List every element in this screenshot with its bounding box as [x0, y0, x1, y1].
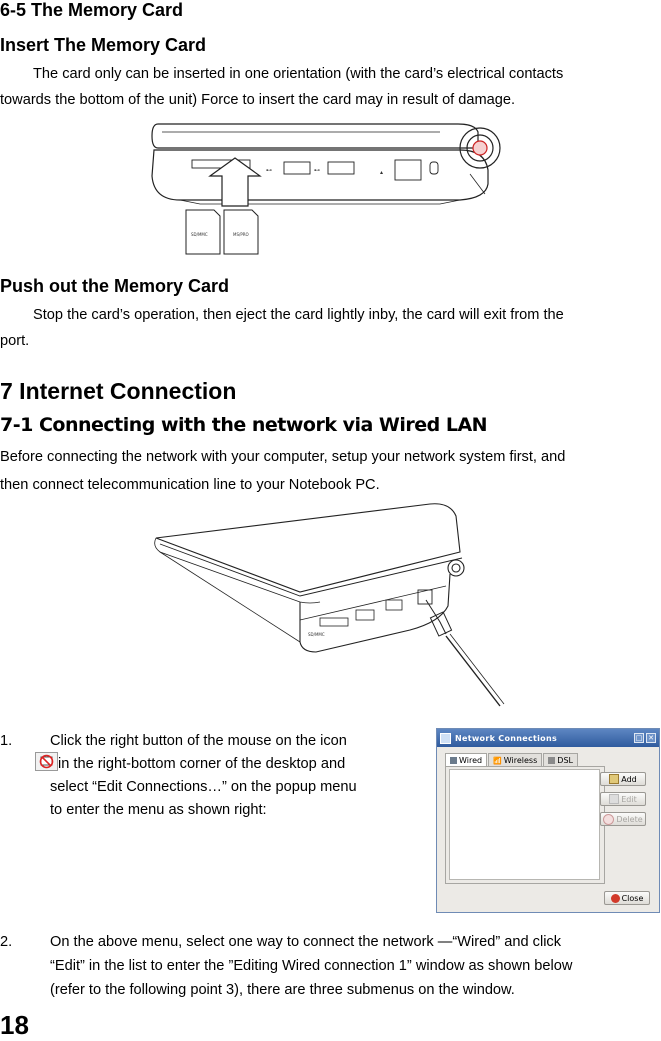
chapter-title: 7 Internet Connection [0, 378, 237, 404]
delete-icon [603, 814, 614, 825]
intro-text-line1: Before connecting the network with your computer, setup your network system first, and [0, 449, 566, 465]
tab-dsl-label: DSL [557, 756, 573, 765]
delete-button-label: Delete [616, 814, 643, 824]
insert-card-text-line2: towards the bottom of the unit) Force to insert the card may in result of damage. [0, 92, 516, 108]
dialog-title: Network Connections [455, 733, 558, 743]
add-icon [609, 774, 619, 784]
edit-button[interactable] [600, 792, 646, 806]
add-button[interactable] [600, 772, 646, 786]
laptop-lan-illustration [150, 502, 520, 712]
wireless-icon: 📶 [493, 756, 502, 765]
section-title: 6-5 The Memory Card [0, 0, 184, 20]
push-out-text-line2: port. [0, 333, 30, 349]
laptop-side-card-illustration [140, 118, 520, 258]
insert-card-heading: Insert The Memory Card [0, 35, 207, 55]
edit-button-label: Edit [621, 794, 637, 804]
svg-text:⊷: ⊷ [314, 167, 320, 174]
network-tray-icon[interactable] [35, 752, 58, 771]
delete-button[interactable] [600, 812, 646, 826]
tab-wired[interactable] [445, 753, 487, 767]
subsection-title: 7-1 Connecting with the network via Wired LAN [0, 414, 488, 436]
ms-card-label: MS/PRO [233, 232, 249, 237]
svg-text:⊷: ⊷ [266, 167, 272, 174]
step-2-number: 2. [0, 934, 13, 950]
port-label: SD/MMC [308, 632, 325, 637]
page-number: 18 [0, 1010, 29, 1040]
svg-text:▴: ▴ [380, 169, 384, 176]
connection-tabs [445, 753, 578, 767]
close-icon [611, 894, 620, 903]
tab-dsl[interactable] [543, 753, 578, 767]
insert-arrow-icon [210, 158, 260, 206]
dialog-titlebar[interactable] [437, 729, 659, 747]
wired-icon [450, 757, 457, 764]
edit-icon [609, 794, 619, 804]
step-2-line3: (refer to the following point 3), there are three submenus on the window. [50, 982, 515, 998]
step-1-line1: Click the right button of the mouse on the icon [50, 733, 347, 749]
push-out-heading: Push out the Memory Card [0, 276, 230, 296]
intro-text-line2: then connect telecommunication line to your Notebook PC. [0, 477, 380, 493]
connections-list[interactable] [449, 769, 600, 880]
step-1-line3: select “Edit Connections…” on the popup menu [50, 779, 357, 795]
tab-wired-label: Wired [459, 756, 483, 765]
dsl-icon [548, 757, 555, 764]
sd-card-label: SD/MMC [191, 232, 208, 237]
step-2-line1: On the above menu, select one way to connect the network —“Wired” and click [50, 934, 562, 950]
network-app-icon [440, 733, 451, 744]
close-window-button[interactable]: ✕ [646, 733, 656, 743]
step-2-line2: “Edit” in the list to enter the ”Editing Wired connection 1” window as shown below [50, 958, 573, 974]
maximize-button[interactable]: □ [635, 734, 643, 742]
push-out-text-line1: Stop the card’s operation, then eject the card lightly inby, the card will exit from the [33, 307, 564, 323]
tab-wireless-label: Wireless [503, 756, 538, 765]
step-1-line2: in the right-bottom corner of the desktop and [58, 756, 346, 772]
step-1-number: 1. [0, 733, 13, 749]
close-button[interactable] [604, 891, 650, 905]
insert-card-text-line1: The card only can be inserted in one orientation (with the card’s electrical contacts [33, 66, 564, 82]
network-connections-dialog [436, 728, 660, 913]
step-1-line4: to enter the menu as shown right: [50, 802, 267, 818]
tab-wireless[interactable] [488, 753, 542, 767]
add-button-label: Add [621, 774, 637, 784]
close-button-label: Close [621, 893, 644, 903]
